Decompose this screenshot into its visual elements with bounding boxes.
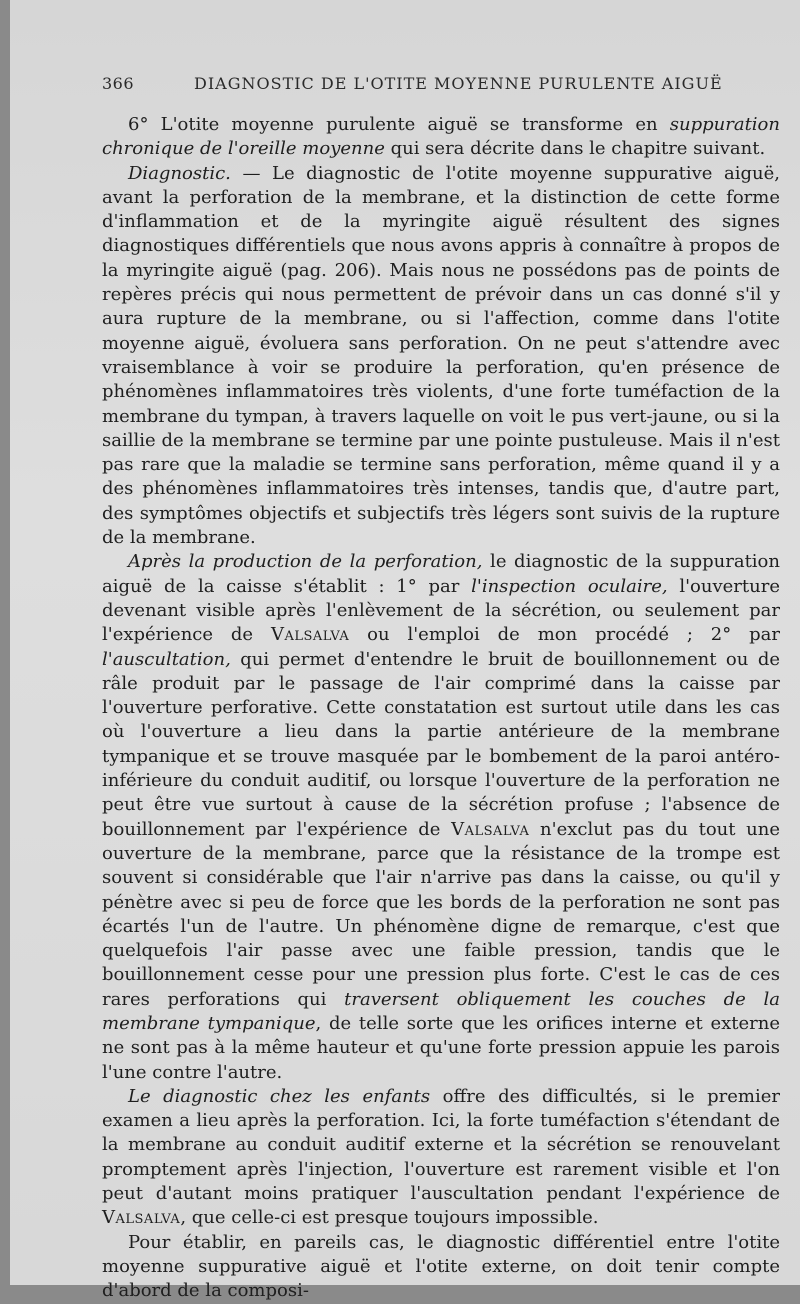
text-span: le diagnostic de la suppuration aiguë de la caisse s'établit : 1° par [102,551,780,597]
italic-text: Après la production de la perforation, [128,551,483,573]
text-span: 6° L'otite moyenne purulente aiguë se transforme en [128,114,670,135]
paragraph-p1 [102,113,780,162]
book-page [10,0,800,1302]
paragraph-p2 [102,162,780,551]
running-title: DIAGNOSTIC DE L'OTITE MOYENNE PURULENTE AIGUË [194,74,723,93]
paragraph-p4 [102,1085,780,1231]
text-span: ou l'emploi de mon procédé ; 2° par [349,624,780,646]
italic-text: l'inspection oculaire, [471,575,668,597]
italic-text: Diagnostic. [128,162,231,184]
author-name: Valsalva [451,818,530,840]
text-span: l'ouverture devenant visible après l'enlèvement de la sécrétion, ou seulement par l'expérience de [102,575,780,646]
page-body [102,113,780,1304]
text-span: — Le diagnostic de l'otite moyenne suppurative aiguë, avant la perforation de la membrane, et la distinction de cette forme d'inflammation et de la myringite aiguë résultent des signes diagnostiques différentiels que nous avons appris à connaître à propos de la myringite aiguë (pag. 206). Mais nous ne possédons pas de points de repères précis qui nous permettent de prévoir dans un cas donné s'il y aura rupture de la membrane, ou si l'affection, comme dans l'otite moyenne aiguë, évoluera sans perforation. On ne peut s'attendre avec vraisemblance à voir se produire la perforation, qu'en présence de phénomènes inflammatoires très violents, d'une forte tuméfaction de la membrane du tympan, à travers laquelle on voit le pus vert-jaune, ou si la saillie de la membrane se termine par une pointe pustuleuse. Mais il n'est pas rare que la maladie se termine sans perforation, même quand il y a des phénomènes inflammatoires très intenses, tandis que, d'autre part, des symptômes objectifs et subjectifs très légers sont suivis de la rupture de la membrane. [102,162,780,549]
text-span: , de telle sorte que les orifices interne et externe ne sont pas à la même hauteur et qu'une forte pression appuie les parois l'une contre l'autre. [102,1012,780,1083]
paragraph-p3 [102,550,780,1085]
text-span: Pour établir, en pareils cas, le diagnostic différentiel entre l'otite moyenne suppurative aiguë et l'otite externe, on doit tenir compte d'abord de la composi- [102,1231,780,1302]
text-span: qui permet d'entendre le bruit de bouillonnement ou de râle produit par le passage de l'air comprimé dans la caisse par l'ouverture perforative. Cette constatation est surtout utile dans les cas où l'ouverture a lieu dans la partie antérieure de la membrane tympanique et se trouve masquée par le bombement de la paroi antéro-inférieure du conduit auditif, ou lorsque l'ouverture de la perforation ne peut être vue surtout à cause de la sécrétion profuse ; l'absence de bouillonnement par l'expérience de [102,648,780,840]
text-span: qui sera décrite dans le chapitre suivant. [384,138,766,160]
text-span: n'exclut pas du tout une ouverture de la membrane, parce que la résistance de la trompe est souvent si considérable que l'air n'arrive pas dans la caisse, ou qu'il y pénètre avec si peu de force que les bords de la perforation ne sont pas écartés l'un de l'autre. Un phénomène digne de remarque, c'est que quelquefois l'air passe avec une faible pression, tandis que le bouillonnement cesse pour une pression plus forte. C'est le cas de ces rares perforations qui [102,818,780,1010]
author-name: Valsalva [102,1207,181,1229]
author-name: Valsalva [270,624,350,646]
italic-text: Le diagnostic chez les enfants [128,1085,431,1107]
page-number: 366 [102,74,135,93]
italic-text: traversent obliquement les couches de la membrane tympanique [102,988,781,1034]
italic-text: l'auscultation, [102,648,231,670]
text-span: , que celle-ci est presque toujours impossible. [180,1207,599,1229]
italic-text: suppuration chronique de l'oreille moyenne [102,114,780,160]
paragraph-p5 [102,1231,780,1304]
text-span: offre des difficultés, si le premier examen a lieu après la perforation. Ici, la forte tuméfaction s'étendant de la membrane au conduit auditif externe et la sécrétion se renouvelant promptement après l'injection, l'ouverture est rarement visible et l'on peut d'autant moins pratiquer l'auscultation pendant l'expérience de [102,1085,780,1205]
